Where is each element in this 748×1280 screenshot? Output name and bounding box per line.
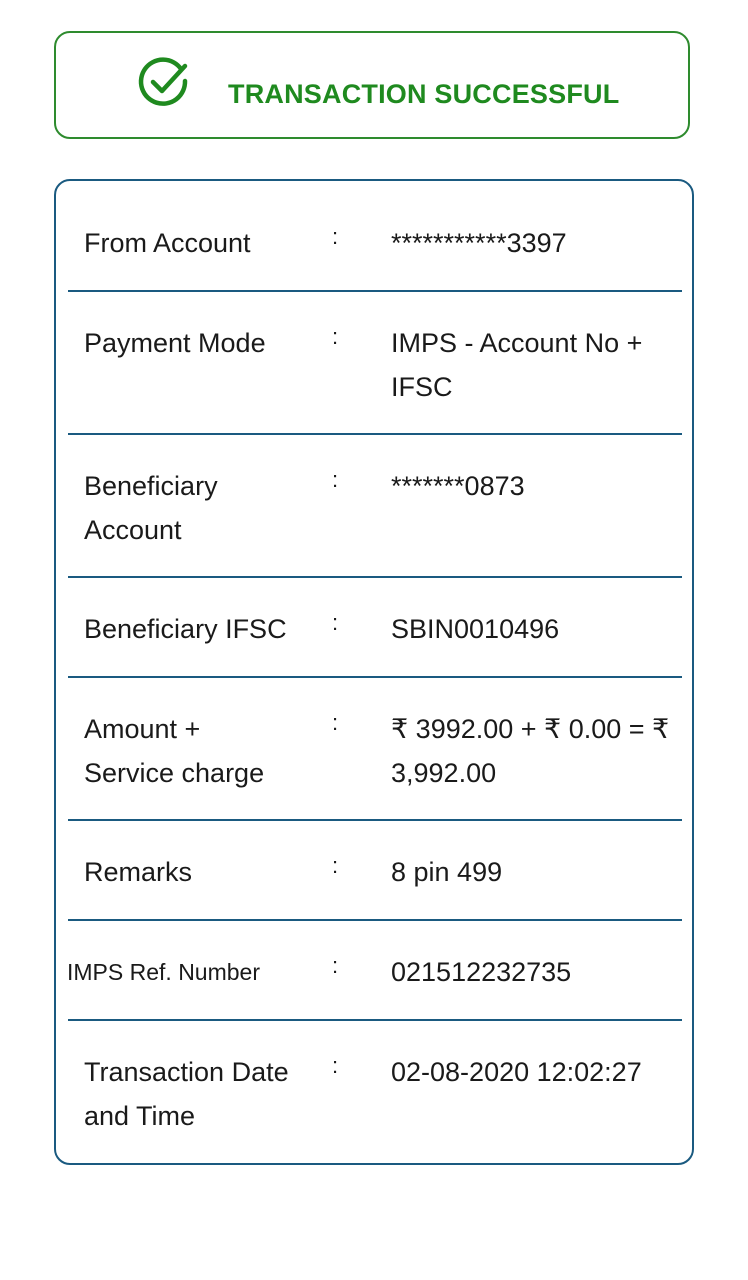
row-separator: : bbox=[332, 710, 339, 735]
row-value: *******0873 bbox=[391, 471, 525, 501]
row-separator: : bbox=[332, 1053, 339, 1078]
divider bbox=[68, 819, 682, 821]
row-value: ***********3397 bbox=[391, 228, 567, 258]
row-label: Amount + Service charge bbox=[84, 714, 265, 788]
status-title: TRANSACTION SUCCESSFUL bbox=[228, 79, 620, 109]
divider bbox=[68, 919, 682, 921]
row-separator: : bbox=[332, 224, 339, 249]
row-separator: : bbox=[332, 467, 339, 492]
row-label: IMPS Ref. Number bbox=[67, 959, 260, 985]
row-separator: : bbox=[332, 324, 339, 349]
row-value: IMPS - Account No + IFSC bbox=[391, 328, 643, 402]
row-value: 02-08-2020 12:02:27 bbox=[391, 1057, 642, 1087]
row-value: SBIN0010496 bbox=[391, 614, 560, 644]
row-separator: : bbox=[332, 953, 339, 978]
row-separator: : bbox=[332, 853, 339, 878]
row-label: Beneficiary Account bbox=[84, 471, 218, 545]
row-label: Beneficiary IFSC bbox=[84, 614, 287, 644]
divider bbox=[68, 1019, 682, 1021]
row-label: Transaction Date and Time bbox=[84, 1057, 289, 1131]
row-separator: : bbox=[332, 610, 339, 635]
row-label: From Account bbox=[84, 228, 251, 258]
check-circle-icon bbox=[136, 55, 192, 111]
row-value: 8 pin 499 bbox=[391, 857, 503, 887]
divider bbox=[68, 433, 682, 435]
row-label: Payment Mode bbox=[84, 328, 266, 358]
divider bbox=[68, 676, 682, 678]
row-label: Remarks bbox=[84, 857, 193, 887]
status-banner bbox=[54, 31, 690, 139]
row-value: 021512232735 bbox=[391, 957, 572, 987]
transaction-details-card bbox=[54, 179, 694, 1165]
divider bbox=[68, 576, 682, 578]
row-value: ₹ 3992.00 + ₹ 0.00 = ₹ 3,992.00 bbox=[391, 714, 670, 788]
divider bbox=[68, 290, 682, 292]
